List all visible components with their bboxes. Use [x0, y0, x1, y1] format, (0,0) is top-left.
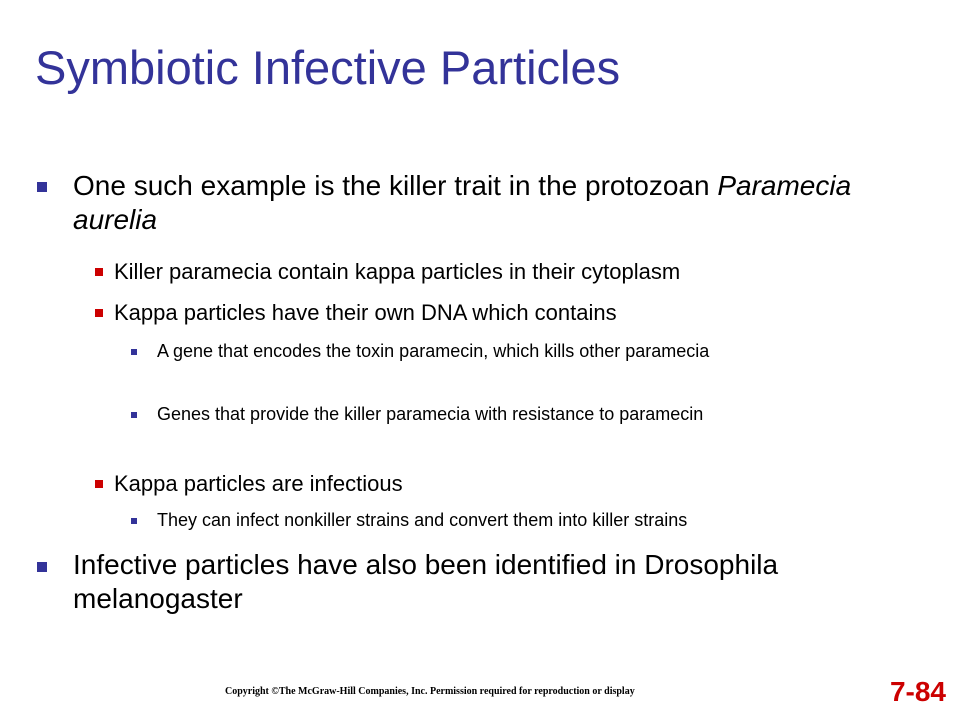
bullet-text: Genes that provide the killer paramecia with resistance to paramecin — [157, 404, 704, 424]
slide-number: 7-84 — [889, 676, 946, 707]
bullet-text: Kappa particles have their own DNA which contains — [114, 300, 617, 325]
square-bullet-icon — [95, 268, 103, 276]
square-bullet-icon — [131, 349, 137, 355]
square-bullet-icon — [131, 412, 137, 418]
bullet-text-plain: One such example is the killer trait in the protozoan — [73, 170, 718, 201]
bullet-text: A gene that encodes the toxin paramecin, which kills other paramecia — [157, 341, 710, 361]
bullet-text-species: Paramecia aurelia — [73, 170, 852, 235]
square-bullet-icon — [37, 562, 47, 572]
bullet-text: Kappa particles are infectious — [114, 471, 403, 496]
square-bullet-icon — [95, 309, 103, 317]
square-bullet-icon — [37, 182, 47, 192]
bullet-text: Killer paramecia contain kappa particles in their cytoplasm — [114, 259, 681, 284]
slide-title: Symbiotic Infective Particles — [35, 41, 621, 94]
square-bullet-icon — [95, 480, 103, 488]
square-bullet-icon — [131, 518, 137, 524]
bullet-text — [73, 169, 933, 237]
bullet-text: Infective particles have also been identified in Drosophila melanogaster — [73, 549, 779, 614]
copyright-notice: Copyright ©The McGraw-Hill Companies, Inc. Permission required for reproduction or display — [225, 686, 635, 697]
bullet-text: They can infect nonkiller strains and convert them into killer strains — [157, 510, 688, 530]
